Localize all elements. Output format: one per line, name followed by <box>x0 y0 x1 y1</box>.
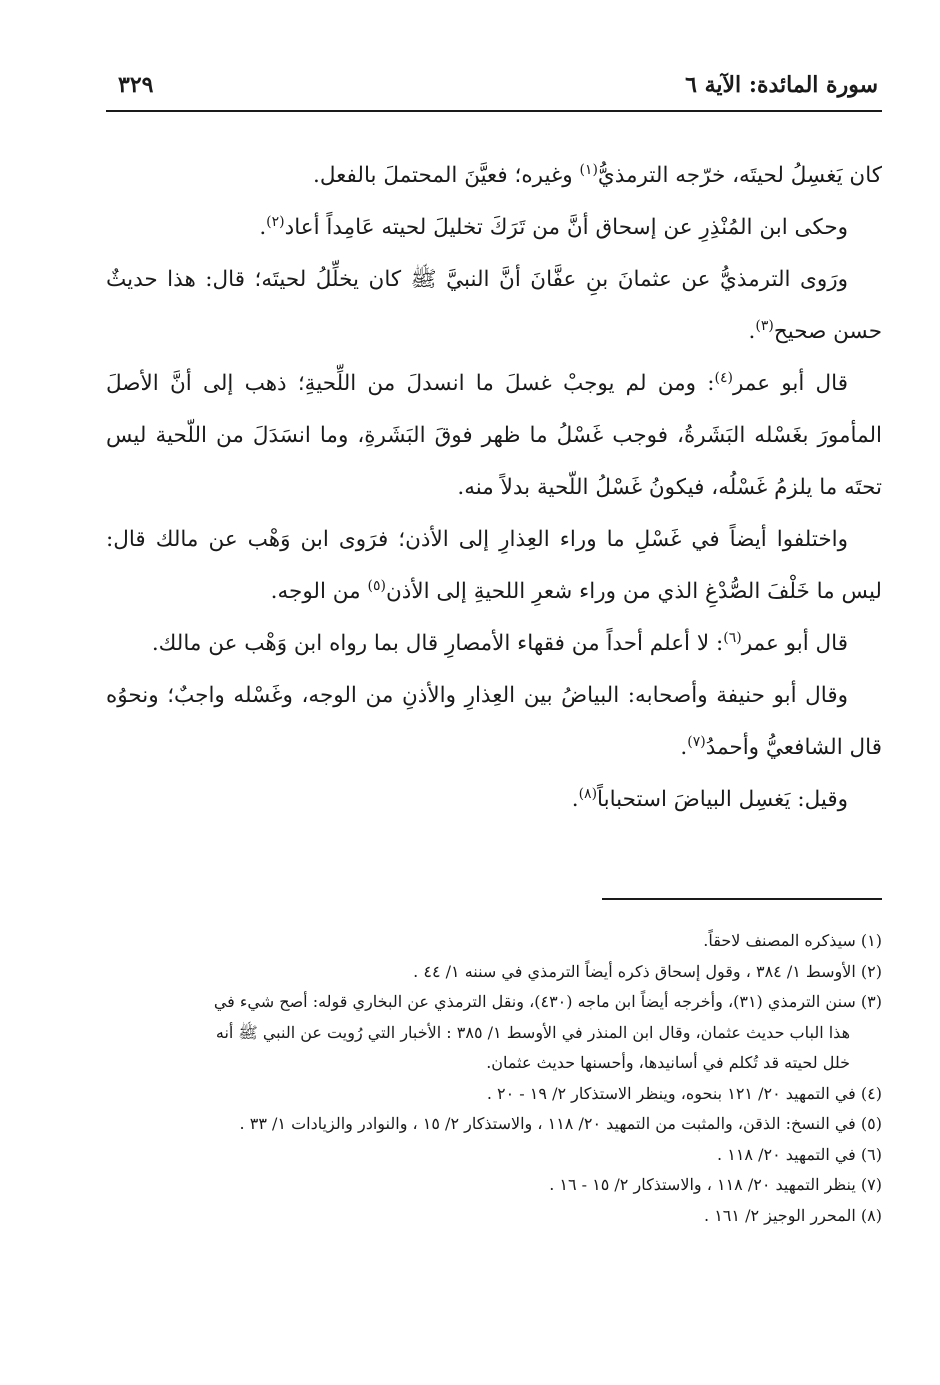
footnote-4: (٤) في التمهيد ٢٠/ ١٢١ بنحوه، وينظر الاستذكار ٢/ ١٩ - ٢٠ . <box>486 1083 882 1103</box>
footnote-7: (٧) ينظر التمهيد ٢٠/ ١١٨ ، والاستذكار ٢/ ١٥ - ١٦ . <box>549 1175 882 1194</box>
paragraph-6 <box>106 618 882 670</box>
paragraph-5 <box>106 514 882 618</box>
paragraph-text: . <box>748 319 756 344</box>
paragraph-text: قال أبو عمر <box>741 631 848 656</box>
header-divider <box>106 110 882 112</box>
footnote-8: (٨) المحرر الوجيز ٢/ ١٦١ . <box>704 1205 882 1225</box>
paragraph-text: : لا أعلم أحداً من فقهاء الأمصارِ قال بما رواه ابن وَهْب عن مالك. <box>151 631 724 656</box>
footnote-ref-2: (٢) <box>266 213 285 230</box>
footnote-ref-1: (١) <box>579 161 598 178</box>
paragraph-text: وقيل: يَغسِل البياضَ استحباباً <box>597 787 848 812</box>
paragraph-7 <box>106 670 882 774</box>
chapter-title: سورة المائدة: الآية ٦ <box>685 72 878 98</box>
paragraph-text: . <box>680 735 688 760</box>
paragraph-text: وغيره؛ فعيَّنَ المحتملَ بالفعل. <box>313 163 580 188</box>
main-text <box>106 150 882 826</box>
paragraph-1 <box>106 150 882 202</box>
footnote-6: (٦) في التمهيد ٢٠/ ١١٨ . <box>717 1144 882 1164</box>
paragraph-text: : ومن لم يوجبْ غسلَ ما انسدلَ من اللِّحيةِ؛ ذهب إلى أنَّ الأصلَ المأمورَ بغَسْله البَشَرةُ، فوجب غَسْلُ ما ظهر فوقَ البَشَرةِ، وما انسَدَلَ من اللّحية ليس تحتَه ما يلزمُ غَسْلُه، فيكونُ غَسْلُ اللّحية بدلاً منه. <box>106 371 882 500</box>
paragraph-3 <box>106 254 882 358</box>
footnote-ref-5: (٥) <box>367 577 386 594</box>
footnote-ref-4: (٤) <box>714 369 733 386</box>
footnote-3-continued: هذا الباب حديث عثمان، وقال ابن المنذر في الأوسط ١/ ٣٨٥ : الأخبار التي رُويت عن النبي ﷺ أنه <box>215 1022 850 1042</box>
footnote-5: (٥) في النسخ: الذقن، والمثبت من التمهيد ٢٠/ ١١٨ ، والاستذكار ٢/ ١٥ ، والنوادر والزيادات ١/ ٣٣ . <box>239 1114 882 1133</box>
paragraph-text: وقال أبو حنيفة وأصحابه: البياضُ بين العِذارِ والأذنِ من الوجه، وغَسْله واجبٌ؛ ونحوُه قال الشافعيُّ وأحمدُ <box>106 683 882 760</box>
paragraph-text: قال أبو عمر <box>732 371 848 396</box>
paragraph-text: ورَوى الترمذيُّ عن عثمانَ بنِ عفَّانَ أنَّ النبيَّ ﷺ كان يخلِّلُ لحيتَه؛ قال: هذا حديثٌ حسن صحيح <box>106 267 882 344</box>
paragraph-text: . <box>259 215 267 240</box>
footnote-3: (٣) سنن الترمذي (٣١)، وأخرجه أيضاً ابن ماجه (٤٣٠)، ونقل الترمذي عن البخاري قوله: أصح شيء في <box>213 992 882 1011</box>
page-number: ٣٢٩ <box>118 72 154 98</box>
running-header <box>118 68 878 102</box>
paragraph-text: واختلفوا أيضاً في غَسْلِ ما وراء العِذارِ إلى الأذن؛ فرَوى ابن وَهْب عن مالك قال: ليس ما خَلْفَ الصُّدْغِ الذي من وراء شعرِ اللحيةِ إلى الأذن <box>106 527 882 604</box>
footnotes <box>100 926 882 1231</box>
paragraph-text: من الوجه. <box>270 579 368 604</box>
footnote-ref-3: (٣) <box>755 317 774 334</box>
paragraph-text: . <box>571 787 579 812</box>
footnote-1: (١) سيذكره المصنف لاحقاً. <box>703 931 882 950</box>
footnote-divider <box>602 898 882 900</box>
paragraph-8 <box>106 774 882 826</box>
paragraph-4 <box>106 358 882 514</box>
footnote-ref-7: (٧) <box>687 733 706 750</box>
footnote-3-continued: خلل لحيته قد تُكلم في أسانيدها، وأحسنها حديث عثمان. <box>486 1053 850 1072</box>
paragraph-text: كان يَغسِلُ لحيتَه، خرّجه الترمذيُّ <box>597 163 882 188</box>
footnote-2: (٢) الأوسط ١/ ٣٨٤ ، وقول إسحاق ذكره أيضاً الترمذي في سننه ١/ ٤٤ . <box>413 961 882 981</box>
footnote-ref-8: (٨) <box>578 785 598 802</box>
footnote-ref-6: (٦) <box>723 629 742 646</box>
paragraph-2 <box>106 202 882 254</box>
paragraph-text: وحكى ابن المُنْذِرِ عن إسحاق أنَّ من تَرَكَ تخليلَ لحيته عَامِداً أعاد <box>284 215 848 240</box>
